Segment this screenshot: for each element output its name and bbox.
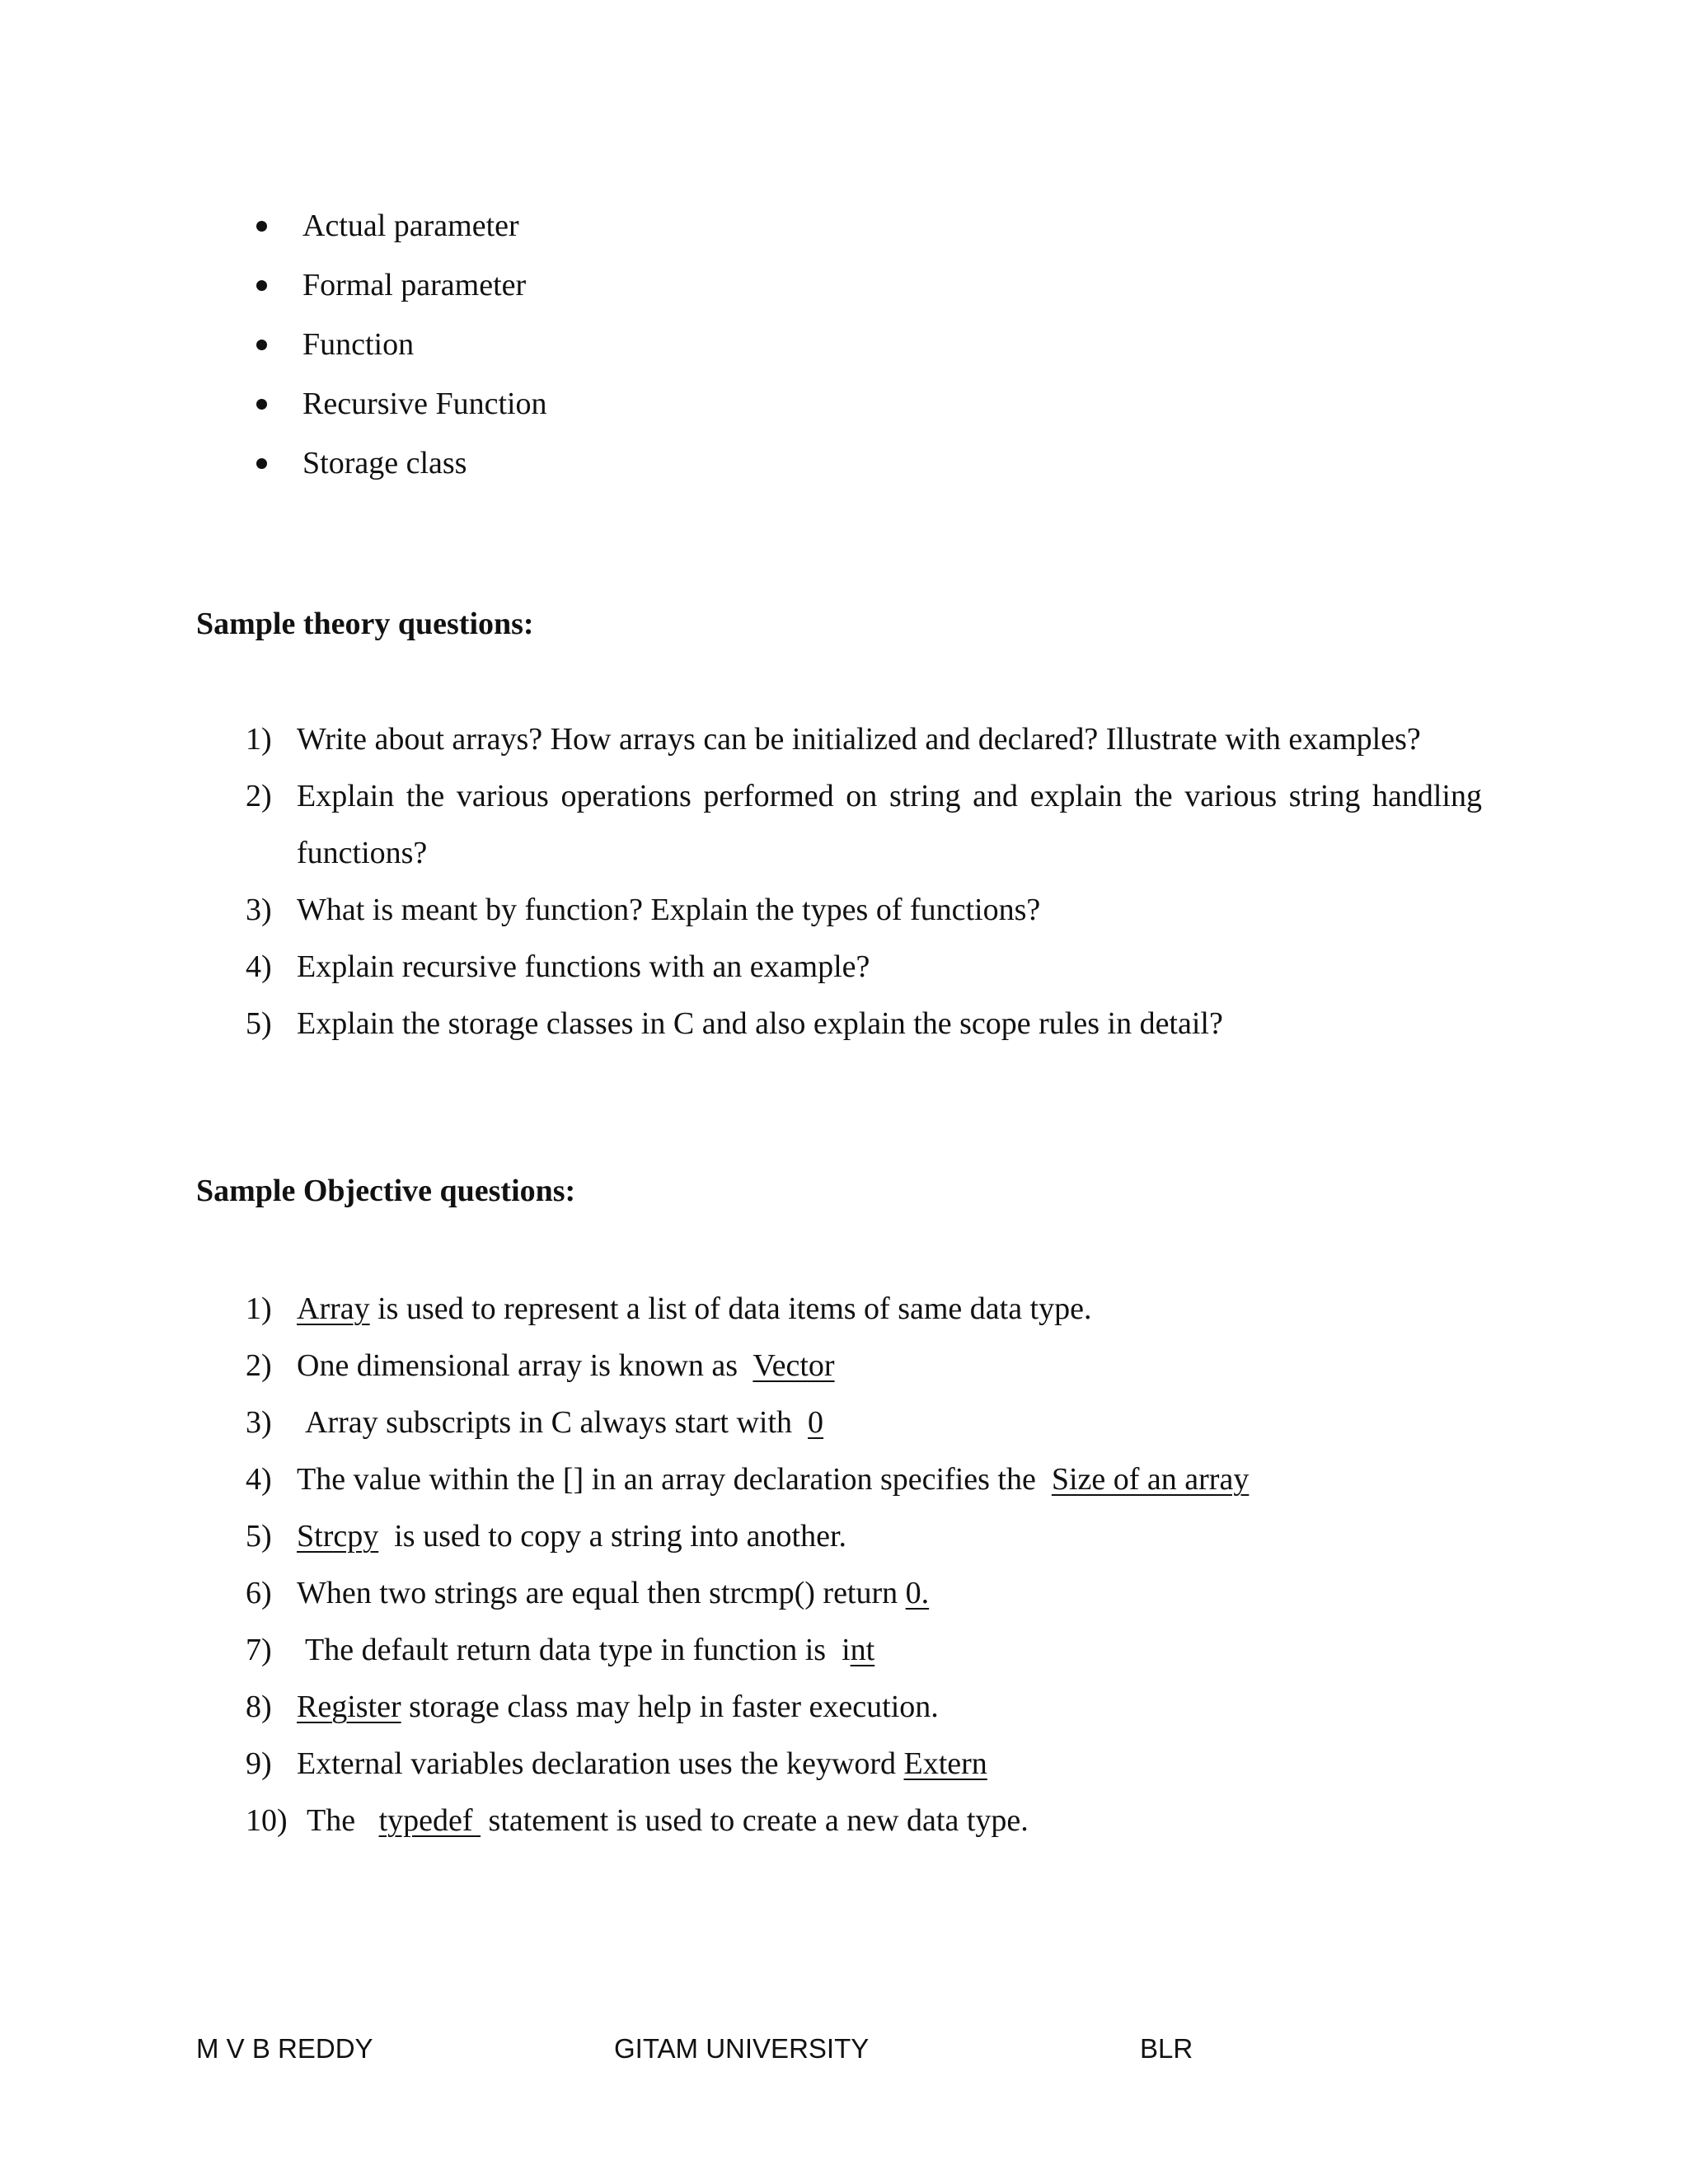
footer-author: M V B REDDY: [196, 2033, 373, 2064]
footer-location: BLR: [1140, 2033, 1193, 2064]
bullet-text: Function: [302, 327, 415, 362]
question-number: 7): [246, 1633, 272, 1667]
answer-text: 0.: [905, 1576, 930, 1610]
question-number: 4): [246, 949, 272, 984]
answer-text: Array: [297, 1291, 370, 1326]
question-text-before: The: [307, 1803, 379, 1838]
theory-question: [246, 711, 1482, 768]
objective-question: [246, 1622, 1482, 1679]
theory-question: [246, 882, 1482, 939]
question-text-before: Array subscripts in C always start with: [305, 1405, 809, 1440]
question-text-before: One dimensional array is known as: [297, 1348, 753, 1383]
answer-text: Size of an array: [1051, 1462, 1250, 1497]
bullet-text: Formal parameter: [302, 268, 527, 302]
question-number: 2): [246, 1348, 272, 1383]
theory-question: [246, 768, 1482, 882]
objective-question: [246, 1394, 1482, 1451]
answer-text: typedef: [378, 1803, 481, 1838]
bullet-item: [251, 315, 547, 374]
bullet-dot-icon: [256, 340, 267, 350]
question-text: What is meant by function? Explain the types of functions?: [297, 893, 1041, 927]
bullet-text: Recursive Function: [302, 387, 547, 421]
question-text-after: statement is used to create a new data type.: [481, 1803, 1029, 1838]
question-number: 5): [246, 1006, 272, 1041]
bullet-item: [251, 434, 547, 493]
bullet-text: Actual parameter: [302, 209, 519, 243]
question-text-before: When two strings are equal then strcmp() return: [297, 1576, 906, 1610]
question-number: 8): [246, 1690, 272, 1724]
objective-question: [246, 1565, 1482, 1622]
footer-institution: GITAM UNIVERSITY: [614, 2033, 870, 2064]
bullet-text: Storage class: [302, 446, 467, 480]
question-text: Explain the storage classes in C and also explain the scope rules in detail?: [297, 1006, 1223, 1041]
theory-questions-heading: Sample theory questions:: [196, 607, 534, 641]
bullet-item: [251, 196, 547, 255]
answer-text: Extern: [903, 1746, 987, 1781]
question-text: Explain recursive functions with an example?: [297, 949, 870, 984]
question-number: 1): [246, 722, 272, 757]
answer-text: 0: [808, 1405, 824, 1440]
theory-question-list: [246, 711, 1482, 1052]
question-text-before: The default return data type in function is i: [305, 1633, 851, 1667]
question-number: 5): [246, 1519, 272, 1554]
question-number: 3): [246, 1405, 272, 1440]
question-number: 3): [246, 893, 272, 927]
question-text-before: The value within the [] in an array declaration specifies the: [297, 1462, 1052, 1497]
bullet-dot-icon: [256, 221, 267, 232]
answer-text: Strcpy: [297, 1519, 379, 1554]
bullet-dot-icon: [256, 399, 267, 410]
bullet-item: [251, 374, 547, 434]
objective-question: [246, 1338, 1482, 1394]
theory-question: [246, 939, 1482, 996]
question-text-before: External variables declaration uses the keyword: [297, 1746, 904, 1781]
objective-question: [246, 1508, 1482, 1565]
bullet-item: [251, 255, 547, 315]
question-number: 6): [246, 1576, 272, 1610]
objective-question: [246, 1281, 1482, 1338]
objective-questions-heading: Sample Objective questions:: [196, 1174, 576, 1208]
topic-bullet-list: [251, 196, 547, 493]
objective-question: [246, 1679, 1482, 1736]
question-number: 9): [246, 1746, 272, 1781]
question-text-after: storage class may help in faster execution.: [401, 1690, 939, 1724]
question-number: 10): [246, 1803, 288, 1838]
question-text-after: is used to represent a list of data items of same data type.: [369, 1291, 1092, 1326]
question-text-after: is used to copy a string into another.: [378, 1519, 847, 1554]
answer-text: nt: [850, 1633, 875, 1667]
objective-question: [246, 1451, 1482, 1508]
objective-question: [246, 1793, 1482, 1849]
question-number: 2): [246, 779, 272, 813]
objective-question-list: [246, 1281, 1482, 1849]
question-number: 1): [246, 1291, 272, 1326]
answer-text: Vector: [753, 1348, 835, 1383]
bullet-dot-icon: [256, 280, 267, 291]
question-text: Write about arrays? How arrays can be initialized and declared? Illustrate with examples?: [297, 722, 1421, 757]
question-text: Explain the various operations performed on string and explain the various string handling functions?: [297, 779, 1482, 870]
answer-text: Register: [297, 1690, 401, 1724]
theory-question: [246, 996, 1482, 1052]
objective-question: [246, 1736, 1482, 1793]
question-number: 4): [246, 1462, 272, 1497]
bullet-dot-icon: [256, 458, 267, 469]
